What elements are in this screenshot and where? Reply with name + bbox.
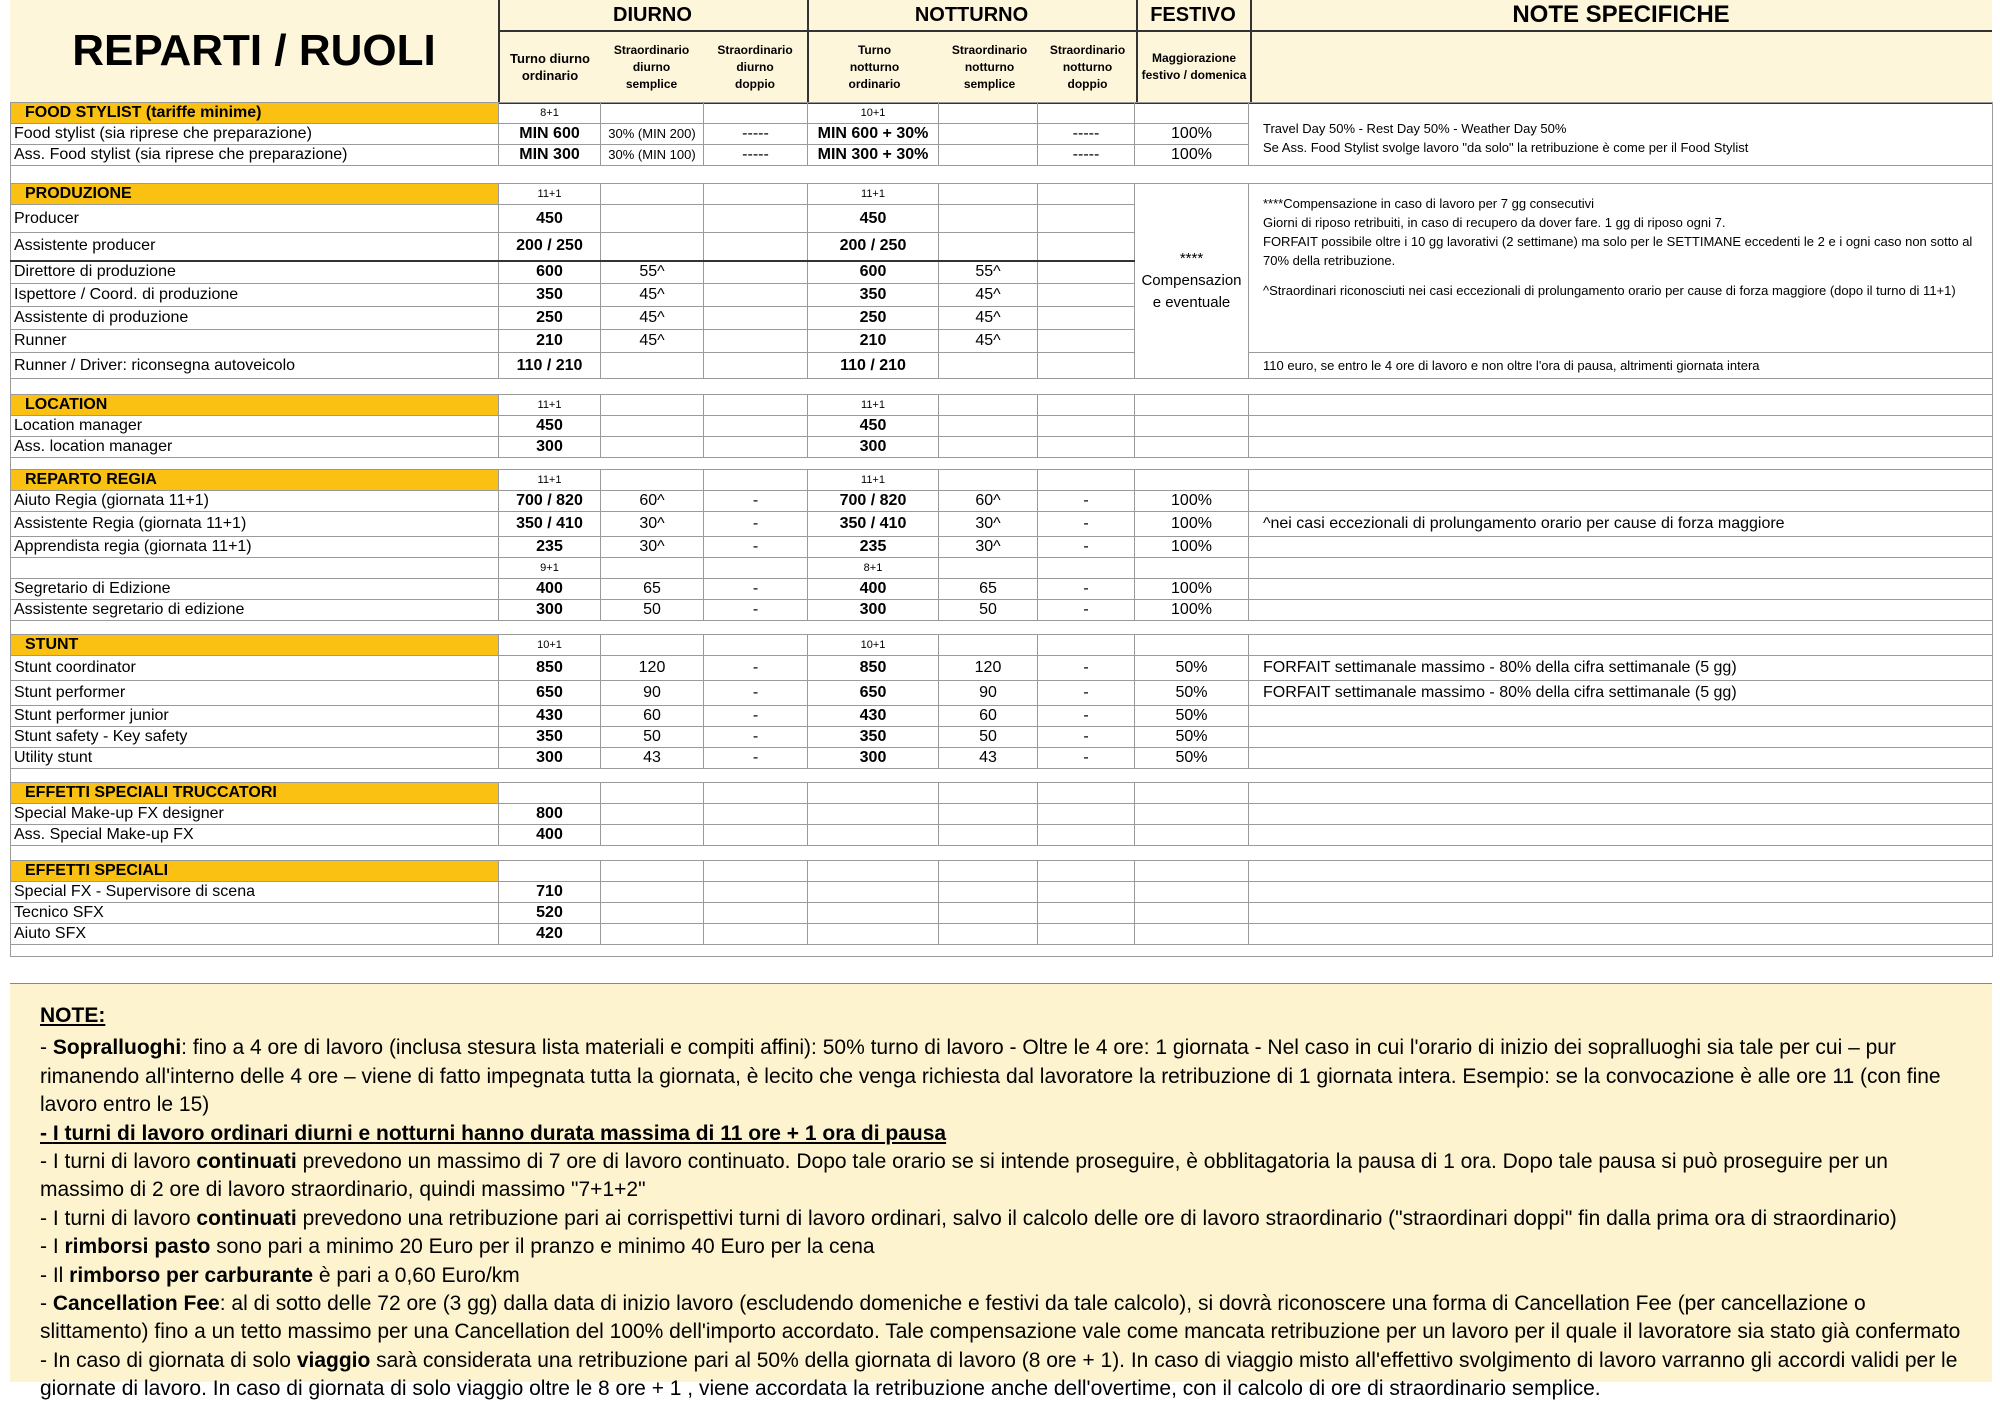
shift-hours: 11+1: [808, 395, 939, 416]
rate-value: 450: [499, 416, 601, 437]
rate-value: -----: [704, 145, 808, 166]
section-produzione: [11, 184, 1993, 205]
role-name: Ass. location manager: [11, 437, 499, 458]
section-food-stylist: [11, 103, 1993, 124]
note-viaggio: - In caso di giornata di solo viaggio sarà considerata una retribuzione pari al 50% della giornata di lavoro (8 ore + 1). In caso di viaggio misto all'effettivo svolgimento di lavoro varranno gli accordi validi per le giornate di lavoro. In caso di giornata di solo viaggio oltre le 8 ore + 1 , viene accordata la retribuzione anche dell'overtime, con il calcolo di ore di straordinario semplice.: [40, 1348, 1958, 1401]
role-name: Special FX - Supervisore di scena: [11, 882, 499, 903]
rate-value: 350: [808, 284, 939, 307]
note-text: I turni di lavoro: [52, 1150, 197, 1174]
rate-value: MIN 300: [499, 145, 601, 166]
note-bold: continuati: [196, 1150, 297, 1174]
shift-hours: 11+1: [808, 470, 939, 491]
rate-value: -: [1038, 681, 1135, 706]
rate-value: 210: [808, 330, 939, 353]
rate-value: 55^: [939, 261, 1038, 284]
role-name: Location manager: [11, 416, 499, 437]
produzione-note: [1249, 184, 1993, 353]
role-name: Food stylist (sia riprese che preparazione): [11, 124, 499, 145]
rate-value: 400: [808, 579, 939, 600]
rate-value: 50: [939, 600, 1038, 621]
rate-value: 43: [601, 748, 704, 769]
role-name: Utility stunt: [11, 748, 499, 769]
rate-value: 350 / 410: [499, 512, 601, 537]
note-bold: I turni di lavoro ordinari diurni e notturni hanno durata massima di 11 ore + 1 ora di pausa: [52, 1121, 947, 1145]
shift-hours: 9+1: [499, 558, 601, 579]
shift-hours: 11+1: [499, 395, 601, 416]
rate-value: 100%: [1135, 600, 1249, 621]
rate-value: 300: [499, 437, 601, 458]
table-row: [11, 924, 1993, 945]
rate-value: 235: [808, 537, 939, 558]
table-row: [11, 579, 1993, 600]
stunt-note: FORFAIT settimanale massimo - 80% della cifra settimanale (5 gg): [1249, 681, 1993, 706]
note-continuati-1: - I turni di lavoro continuati prevedono un massimo di 7 ore di lavoro continuato. Dopo tale orario se si intende proseguire, è obblitagatoria la pausa di 1 ora. Dopo tale pausa si può proseguire per un massimo di 2 ore di lavoro straordinario, quindi massimo "7+1+2": [40, 1150, 1888, 1202]
rate-value: 350: [499, 727, 601, 748]
rate-value: 850: [499, 656, 601, 681]
rate-value: -----: [704, 124, 808, 145]
rate-value: 30% (MIN 100): [601, 145, 704, 166]
note-line: FORFAIT possibile oltre i 10 gg lavorativi (2 settimane) ma solo per le SETTIMANE eccedenti le 2 e i ogni caso non sotto al 70% della retribuzione.: [1263, 234, 1973, 268]
note-specifiche-header: NOTE SPECIFICHE: [1512, 1, 1730, 28]
rate-value: 710: [499, 882, 601, 903]
rate-value: 45^: [601, 284, 704, 307]
rate-value: 30^: [601, 512, 704, 537]
regia-note: ^nei casi eccezionali di prolungamento orario per cause di forza maggiore: [1249, 512, 1993, 537]
rate-value: -: [704, 579, 808, 600]
rate-value: -: [1038, 600, 1135, 621]
note-line: ****Compensazione in caso di lavoro per 7 gg consecutivi: [1263, 196, 1594, 211]
rate-value: 30^: [939, 537, 1038, 558]
note-text: Il: [52, 1263, 70, 1287]
rate-value: 450: [499, 205, 601, 233]
rate-value: 100%: [1135, 145, 1249, 166]
section-title: FOOD STYLIST (tariffe minime): [11, 103, 499, 124]
festivo-header: FESTIVO: [1150, 3, 1236, 26]
rate-value: 420: [499, 924, 601, 945]
rate-value: 50: [601, 727, 704, 748]
table-row: [11, 537, 1993, 558]
note-text: I: [52, 1235, 65, 1259]
note-carburante: - Il rimborso per carburante è pari a 0,60 Euro/km: [40, 1263, 520, 1287]
rate-value: 50: [939, 727, 1038, 748]
table-row: [11, 748, 1993, 769]
table-row: [11, 681, 1993, 706]
table-row: [11, 512, 1993, 537]
section-location: [11, 395, 1993, 416]
shift-hours: 8+1: [499, 103, 601, 124]
table-header: [10, 0, 1992, 104]
note-cancellation: - Cancellation Fee: al di sotto delle 72 ore (3 gg) dalla data di inizio lavoro (escludendo domeniche e festivi da tale calcolo), si dovrà riconoscere una forma di Cancellation Fee (per cancellazione o slittamento) fino a un tetto massimo per una Cancellation del 100% dell'importo accordato. Tale compensazione vale come mancata retribuzione per un lavoro per il quale il lavoratore sia stato già confermato: [40, 1292, 1961, 1344]
section-title: REPARTO REGIA: [11, 470, 499, 491]
table-row: [11, 903, 1993, 924]
shift-hours: 8+1: [808, 558, 939, 579]
rate-value: 350: [499, 284, 601, 307]
role-name: Assistente segretario di edizione: [11, 600, 499, 621]
rate-value: 250: [808, 307, 939, 330]
rate-value: 60^: [939, 491, 1038, 512]
rate-value: 45^: [939, 284, 1038, 307]
note-sopralluoghi: - Sopralluoghi: fino a 4 ore di lavoro (inclusa stesura lista materiali e compiti affini): 50% turno di lavoro - Oltre le 4 ore: 1 giornata - Nel caso in cui l'orario di inizio dei sopralluoghi sia tale per cui – pur rimanendo all'interno delle 4 ore – viene di fatto impegnata tutta la giornata, è lecito che venga richiesta dal lavoratore la retribuzione di 1 giornata intera. Esempio: se la convocazione è alle ore 11 (con fine lavoro entro le 15): [40, 1036, 1941, 1117]
note-text: sarà considerata una retribuzione pari al 50% della giornata di lavoro (8 ore + 1). In caso di viaggio misto all'effettivo svolgimento di lavoro varranno gli accordi validi per le giornate di lavoro. In caso di giornata di solo viaggio oltre le 8 ore + 1 , viene accordata la retribuzione anche dell'overtime, con il calcolo di ore di straordinario semplice.: [40, 1348, 1958, 1401]
rate-value: 450: [808, 205, 939, 233]
rate-value: 90: [601, 681, 704, 706]
rate-value: 50%: [1135, 727, 1249, 748]
role-name: Aiuto Regia (giornata 11+1): [11, 491, 499, 512]
compensazione-text: Compensazion e eventuale: [1141, 272, 1242, 311]
role-name: Stunt performer: [11, 681, 499, 706]
rate-value: 600: [808, 261, 939, 284]
role-name: Producer: [11, 205, 499, 233]
rate-value: 300: [499, 748, 601, 769]
role-name: Ass. Food stylist (sia riprese che preparazione): [11, 145, 499, 166]
rate-value: 50%: [1135, 681, 1249, 706]
rate-value: 250: [499, 307, 601, 330]
table-row: [11, 437, 1993, 458]
rate-sheet: [10, 0, 1992, 1401]
table-row: [11, 727, 1993, 748]
rate-value: 120: [601, 656, 704, 681]
rate-value: 350: [808, 727, 939, 748]
note-bold: viaggio: [296, 1348, 371, 1372]
rate-value: 400: [499, 825, 601, 846]
rate-value: 43: [939, 748, 1038, 769]
note-text: I turni di lavoro: [52, 1206, 197, 1230]
rate-value: 210: [499, 330, 601, 353]
role-name: Stunt performer junior: [11, 706, 499, 727]
rate-value: 300: [808, 748, 939, 769]
rate-value: 235: [499, 537, 601, 558]
food-note: [1249, 103, 1993, 166]
table-row: [11, 825, 1993, 846]
note-turni: - I turni di lavoro ordinari diurni e notturni hanno durata massima di 11 ore + 1 ora di pausa: [40, 1121, 947, 1145]
stunt-note: FORFAIT settimanale massimo - 80% della cifra settimanale (5 gg): [1249, 656, 1993, 681]
shift-hours: 10+1: [808, 635, 939, 656]
rate-value: 65: [939, 579, 1038, 600]
rate-value: 800: [499, 804, 601, 825]
rate-value: 650: [499, 681, 601, 706]
rate-value: -: [1038, 512, 1135, 537]
section-title: LOCATION: [11, 395, 499, 416]
table-row: [11, 656, 1993, 681]
role-name: Assistente di produzione: [11, 307, 499, 330]
role-name: Ispettore / Coord. di produzione: [11, 284, 499, 307]
section-title: EFFETTI SPECIALI: [11, 861, 499, 882]
rate-value: -: [704, 727, 808, 748]
rate-value: -: [1038, 727, 1135, 748]
role-name: Segretario di Edizione: [11, 579, 499, 600]
rate-value: 300: [808, 600, 939, 621]
rate-value: -: [1038, 748, 1135, 769]
role-name: Stunt safety - Key safety: [11, 727, 499, 748]
rate-value: -----: [1038, 145, 1135, 166]
rate-value: -: [1038, 706, 1135, 727]
note-text: : al di sotto delle 72 ore (3 gg) dalla data di inizio lavoro (escludendo domeniche e festivi da tale calcolo), si dovrà riconoscere una forma di Cancellation Fee (per cancellazione o slittamento) fino a un tetto massimo per una Cancellation del 100% dell'importo accordato. Tale compensazione vale come mancata retribuzione per un lavoro per il quale il lavoratore sia stato già confermato: [40, 1292, 1961, 1344]
note-text: prevedono una retribuzione pari ai corrispettivi turni di lavoro ordinari, salvo il calcolo delle ore di lavoro straordinario ("straordinari doppi" fin dalla prima ora di straordinario): [296, 1206, 1897, 1230]
note-line: Se Ass. Food Stylist svolge lavoro "da solo" la retribuzione è come per il Food Stylist: [1263, 140, 1749, 155]
rate-value: 30^: [939, 512, 1038, 537]
rate-value: 45^: [601, 307, 704, 330]
note-bold: continuati: [196, 1206, 297, 1230]
rate-value: 60: [601, 706, 704, 727]
rate-value: -: [704, 491, 808, 512]
rate-value: 600: [499, 261, 601, 284]
rate-value: 300: [499, 600, 601, 621]
rate-value: 300: [808, 437, 939, 458]
table-row: [11, 558, 1993, 579]
role-name: Ass. Special Make-up FX: [11, 825, 499, 846]
note-text: è pari a 0,60 Euro/km: [313, 1263, 520, 1287]
role-name: Assistente Regia (giornata 11+1): [11, 512, 499, 537]
rate-value: 45^: [601, 330, 704, 353]
table-row: [11, 600, 1993, 621]
general-notes: [10, 983, 1992, 1401]
col-turno-diurno: Turno diurno ordinario: [510, 51, 590, 83]
col-maggiorazione: Maggiorazione festivo / domenica: [1141, 51, 1247, 82]
table-row: [11, 706, 1993, 727]
rate-value: -: [1038, 579, 1135, 600]
col-straord-diurno-semplice: Straordinario diurno semplice: [613, 42, 690, 91]
rate-value: -: [704, 706, 808, 727]
rate-value: 400: [499, 579, 601, 600]
role-name: Runner: [11, 330, 499, 353]
stars-mark: ****: [1179, 250, 1204, 267]
rate-value: -: [1038, 537, 1135, 558]
rate-value: 100%: [1135, 537, 1249, 558]
role-name: Assistente producer: [11, 233, 499, 261]
rate-value: 700 / 820: [808, 491, 939, 512]
notturno-header: NOTTURNO: [914, 3, 1029, 26]
col-straord-diurno-doppio: Straordinario diurno doppio: [717, 42, 793, 91]
note-text: : fino a 4 ore di lavoro (inclusa stesura lista materiali e compiti affini): 50% turno di lavoro - Oltre le 4 ore: 1 giornata - Nel caso in cui l'orario di inizio dei sopralluoghi sia tale per cui – pur rimanendo all'interno delle 4 ore – viene di fatto impegnata tutta la giornata, è lecito che venga richiesta dal lavoratore la retribuzione di 1 giornata intera. Esempio: se la convocazione è alle ore 11 (con fine lavoro entro le 15): [40, 1036, 1941, 1117]
rate-value: -: [704, 656, 808, 681]
notes-title: NOTE:: [40, 1004, 106, 1027]
note-bold: Cancellation Fee: [52, 1292, 220, 1316]
shift-hours: 11+1: [499, 184, 601, 205]
section-truccatori: [11, 783, 1993, 804]
note-bold: rimborsi pasto: [64, 1235, 211, 1259]
rate-value: MIN 600 + 30%: [808, 124, 939, 145]
rate-value: 45^: [939, 307, 1038, 330]
role-name: Apprendista regia (giornata 11+1): [11, 537, 499, 558]
rate-value: 350 / 410: [808, 512, 939, 537]
note-text: In caso di giornata di solo: [52, 1348, 297, 1372]
role-name: Aiuto SFX: [11, 924, 499, 945]
table-row: [11, 882, 1993, 903]
rate-value: 50%: [1135, 656, 1249, 681]
section-stunt: [11, 635, 1993, 656]
rate-value: 450: [808, 416, 939, 437]
rate-value: -----: [1038, 124, 1135, 145]
col-turno-notturno: Turno notturno ordinario: [848, 42, 901, 91]
rate-value: 520: [499, 903, 601, 924]
rate-value: -: [704, 748, 808, 769]
rate-value: -: [704, 512, 808, 537]
rate-value: 200 / 250: [499, 233, 601, 261]
section-regia: [11, 470, 1993, 491]
section-title: STUNT: [11, 635, 499, 656]
section-title: EFFETTI SPECIALI TRUCCATORI: [11, 783, 499, 804]
rate-value: MIN 600: [499, 124, 601, 145]
rate-value: 100%: [1135, 491, 1249, 512]
note-text: sono pari a minimo 20 Euro per il pranzo e minimo 40 Euro per la cena: [210, 1235, 875, 1259]
rate-value: MIN 300 + 30%: [808, 145, 939, 166]
note-continuati-2: - I turni di lavoro continuati prevedono una retribuzione pari ai corrispettivi turni di lavoro ordinari, salvo il calcolo delle ore di lavoro straordinario ("straordinari doppi" fin dalla prima ora di straordinario): [40, 1206, 1897, 1230]
note-line: ^Straordinari riconosciuti nei casi eccezionali di prolungamento orario per cause di forza maggiore (dopo il turno di 11+1): [1263, 283, 1956, 298]
role-name: Runner / Driver: riconsegna autoveicolo: [11, 353, 499, 379]
rate-value: -: [704, 600, 808, 621]
table-row: [11, 491, 1993, 512]
rate-value: -: [704, 681, 808, 706]
rate-value: 100%: [1135, 124, 1249, 145]
rate-value: 30% (MIN 200): [601, 124, 704, 145]
rate-value: 50%: [1135, 748, 1249, 769]
rate-value: -: [1038, 491, 1135, 512]
section-effetti-speciali: [11, 861, 1993, 882]
rate-value: 30^: [601, 537, 704, 558]
note-bold: Sopralluoghi: [52, 1036, 182, 1060]
col-straord-notturno-doppio: Straordinario notturno doppio: [1049, 42, 1126, 91]
note-bold: rimborso per carburante: [69, 1263, 314, 1287]
rate-value: 100%: [1135, 512, 1249, 537]
section-title: PRODUZIONE: [11, 184, 499, 205]
shift-hours: 10+1: [499, 635, 601, 656]
role-name: Stunt coordinator: [11, 656, 499, 681]
rate-value: 55^: [601, 261, 704, 284]
rate-value: 50: [601, 600, 704, 621]
rate-value: 60^: [601, 491, 704, 512]
rate-value: 100%: [1135, 579, 1249, 600]
rate-value: 430: [808, 706, 939, 727]
shift-hours: 11+1: [808, 184, 939, 205]
note-line: Travel Day 50% - Rest Day 50% - Weather Day 50%: [1263, 121, 1567, 136]
col-straord-notturno-semplice: Straordinario notturno semplice: [951, 42, 1028, 91]
rate-value: 110 / 210: [808, 353, 939, 379]
rate-value: 50%: [1135, 706, 1249, 727]
festivo-compensazione: [1135, 184, 1249, 379]
note-rimborsi-pasto: - I rimborsi pasto sono pari a minimo 20 Euro per il pranzo e minimo 40 Euro per la cena: [40, 1235, 875, 1259]
rate-value: 430: [499, 706, 601, 727]
table-row: [11, 353, 1993, 379]
rate-value: 65: [601, 579, 704, 600]
rate-value: -: [1038, 656, 1135, 681]
role-name: Tecnico SFX: [11, 903, 499, 924]
rates-table: [10, 102, 1992, 957]
table-row: [11, 804, 1993, 825]
page-title: REPARTI / RUOLI: [72, 26, 436, 75]
role-name: Direttore di produzione: [11, 261, 499, 284]
rate-value: 110 / 210: [499, 353, 601, 379]
diurno-header: DIURNO: [613, 3, 692, 26]
rate-value: 60: [939, 706, 1038, 727]
role-name: Special Make-up FX designer: [11, 804, 499, 825]
rate-value: 90: [939, 681, 1038, 706]
table-row: [11, 416, 1993, 437]
shift-hours: 11+1: [499, 470, 601, 491]
rate-value: -: [704, 537, 808, 558]
rate-value: 120: [939, 656, 1038, 681]
rate-value: 45^: [939, 330, 1038, 353]
note-line: Giorni di riposo retribuiti, in caso di recupero da dover fare. 1 gg di riposo ogni 7.: [1263, 215, 1726, 230]
rate-value: 850: [808, 656, 939, 681]
runner-note: 110 euro, se entro le 4 ore di lavoro e non oltre l'ora di pausa, altrimenti giornata intera: [1249, 353, 1993, 379]
rate-value: 650: [808, 681, 939, 706]
note-text: prevedono un massimo di 7 ore di lavoro continuato. Dopo tale orario se si intende proseguire, è obblitagatoria la pausa di 1 ora. Dopo tale pausa si può proseguire per un massimo di 2 ore di lavoro straordinario, quindi massimo "7+1+2": [40, 1150, 1888, 1202]
shift-hours: 10+1: [808, 103, 939, 124]
rate-value: 700 / 820: [499, 491, 601, 512]
rate-value: 200 / 250: [808, 233, 939, 261]
